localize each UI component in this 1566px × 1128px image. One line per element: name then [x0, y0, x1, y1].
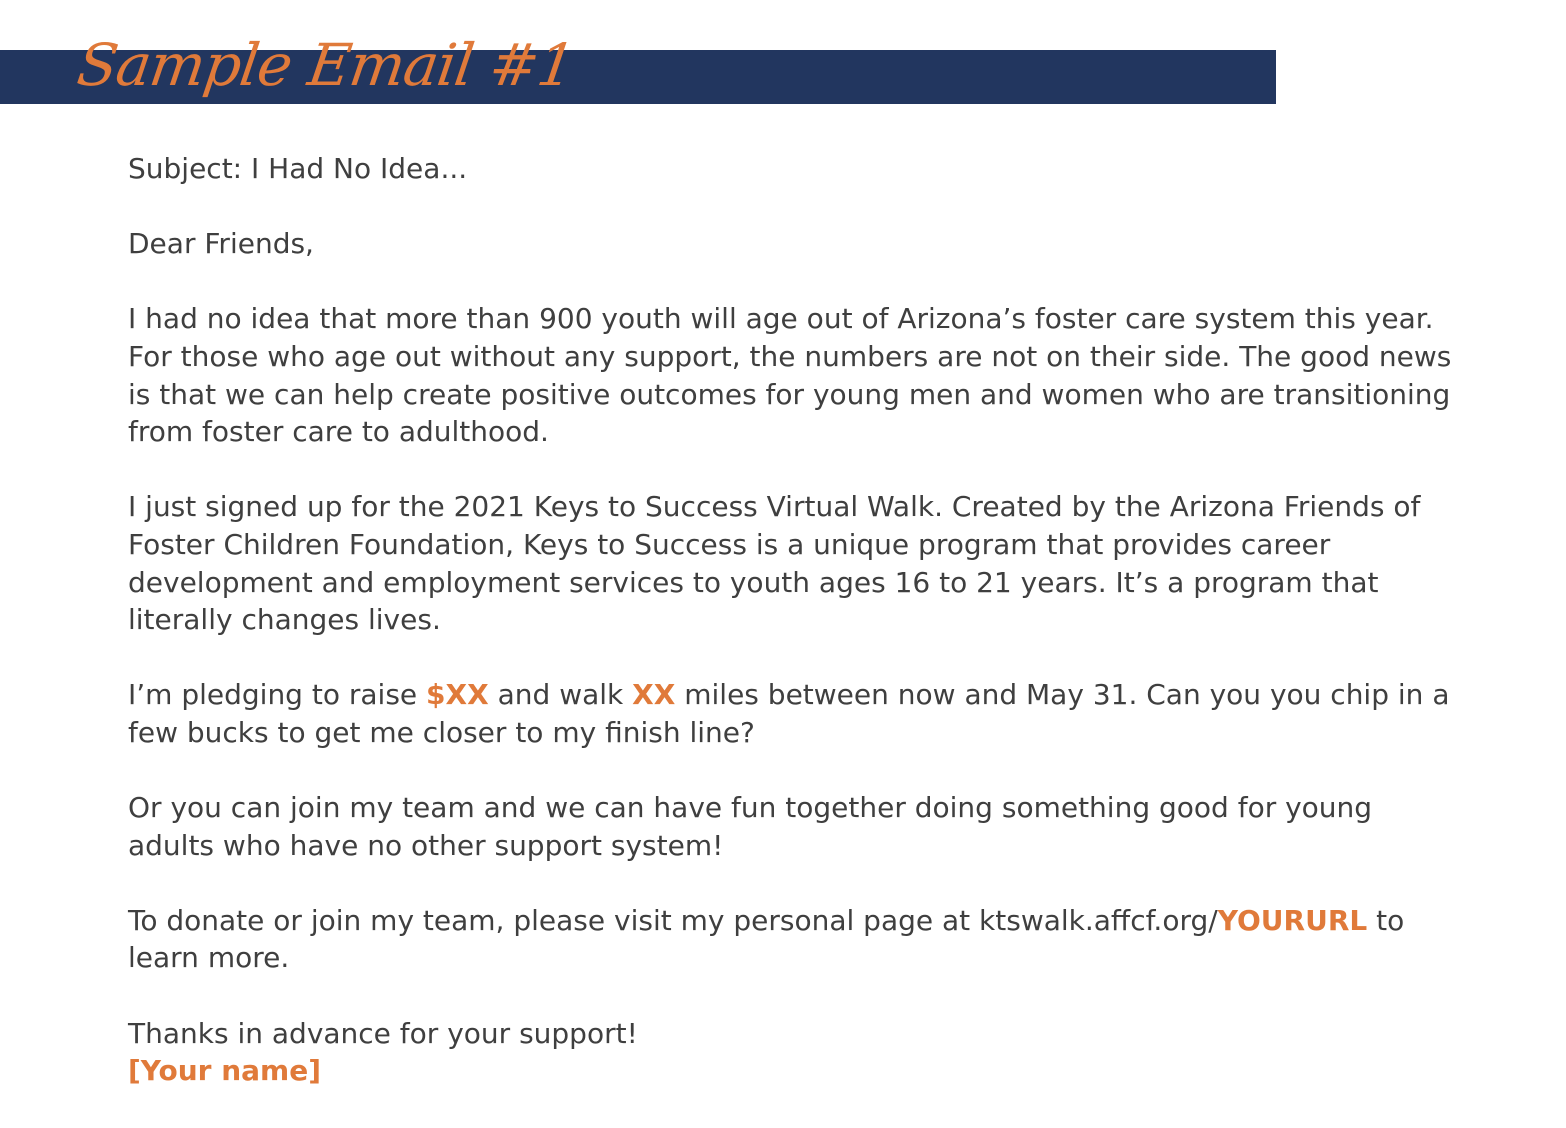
- email-body: [128, 150, 1458, 1090]
- email-donate-paragraph: [128, 902, 1458, 977]
- pledge-text-3: miles between now and May 31. Can you you chip in a few bucks to get me closer to my finish line?: [128, 678, 1450, 749]
- pledge-text-1: I’m pledging to raise: [128, 678, 427, 712]
- email-paragraph-4: Or you can join my team and we can have fun together doing something good for young adults who have no other support system!: [128, 791, 1373, 862]
- email-paragraph-2: I just signed up for the 2021 Keys to Success Virtual Walk. Created by the Arizona Friends of Foster Children Foundation, Keys to Success is a unique program that provides career development and employment services to youth ages 16 to 21 years. It’s a program that literally changes lives.: [128, 490, 1421, 637]
- donate-text-1: To donate or join my team, please visit my personal page at ktswalk.affcf.org/: [128, 903, 1218, 937]
- email-signature: [Your name]: [128, 1054, 322, 1088]
- pledge-miles-placeholder: XX: [632, 678, 676, 712]
- email-closing: Thanks in advance for your support!: [128, 1016, 638, 1050]
- header-title: Sample Email #1: [73, 31, 579, 99]
- donate-text-2: to learn more.: [128, 903, 1405, 975]
- url-placeholder: YOURURL: [1217, 903, 1368, 937]
- email-subject: Subject: I Had No Idea...: [128, 152, 468, 185]
- email-pledge-paragraph: [128, 676, 1458, 751]
- pledge-text-2: and walk: [488, 678, 633, 712]
- pledge-amount-placeholder: $XX: [426, 678, 489, 712]
- email-greeting: Dear Friends,: [128, 227, 314, 261]
- email-paragraph-1: I had no idea that more than 900 youth will age out of Arizona’s foster care system this year. For those who age out without any support, the numbers are not on their side. The good news is that we can help create positive outcomes for young men and women who are transitioning from foster care to adulthood.: [128, 302, 1452, 449]
